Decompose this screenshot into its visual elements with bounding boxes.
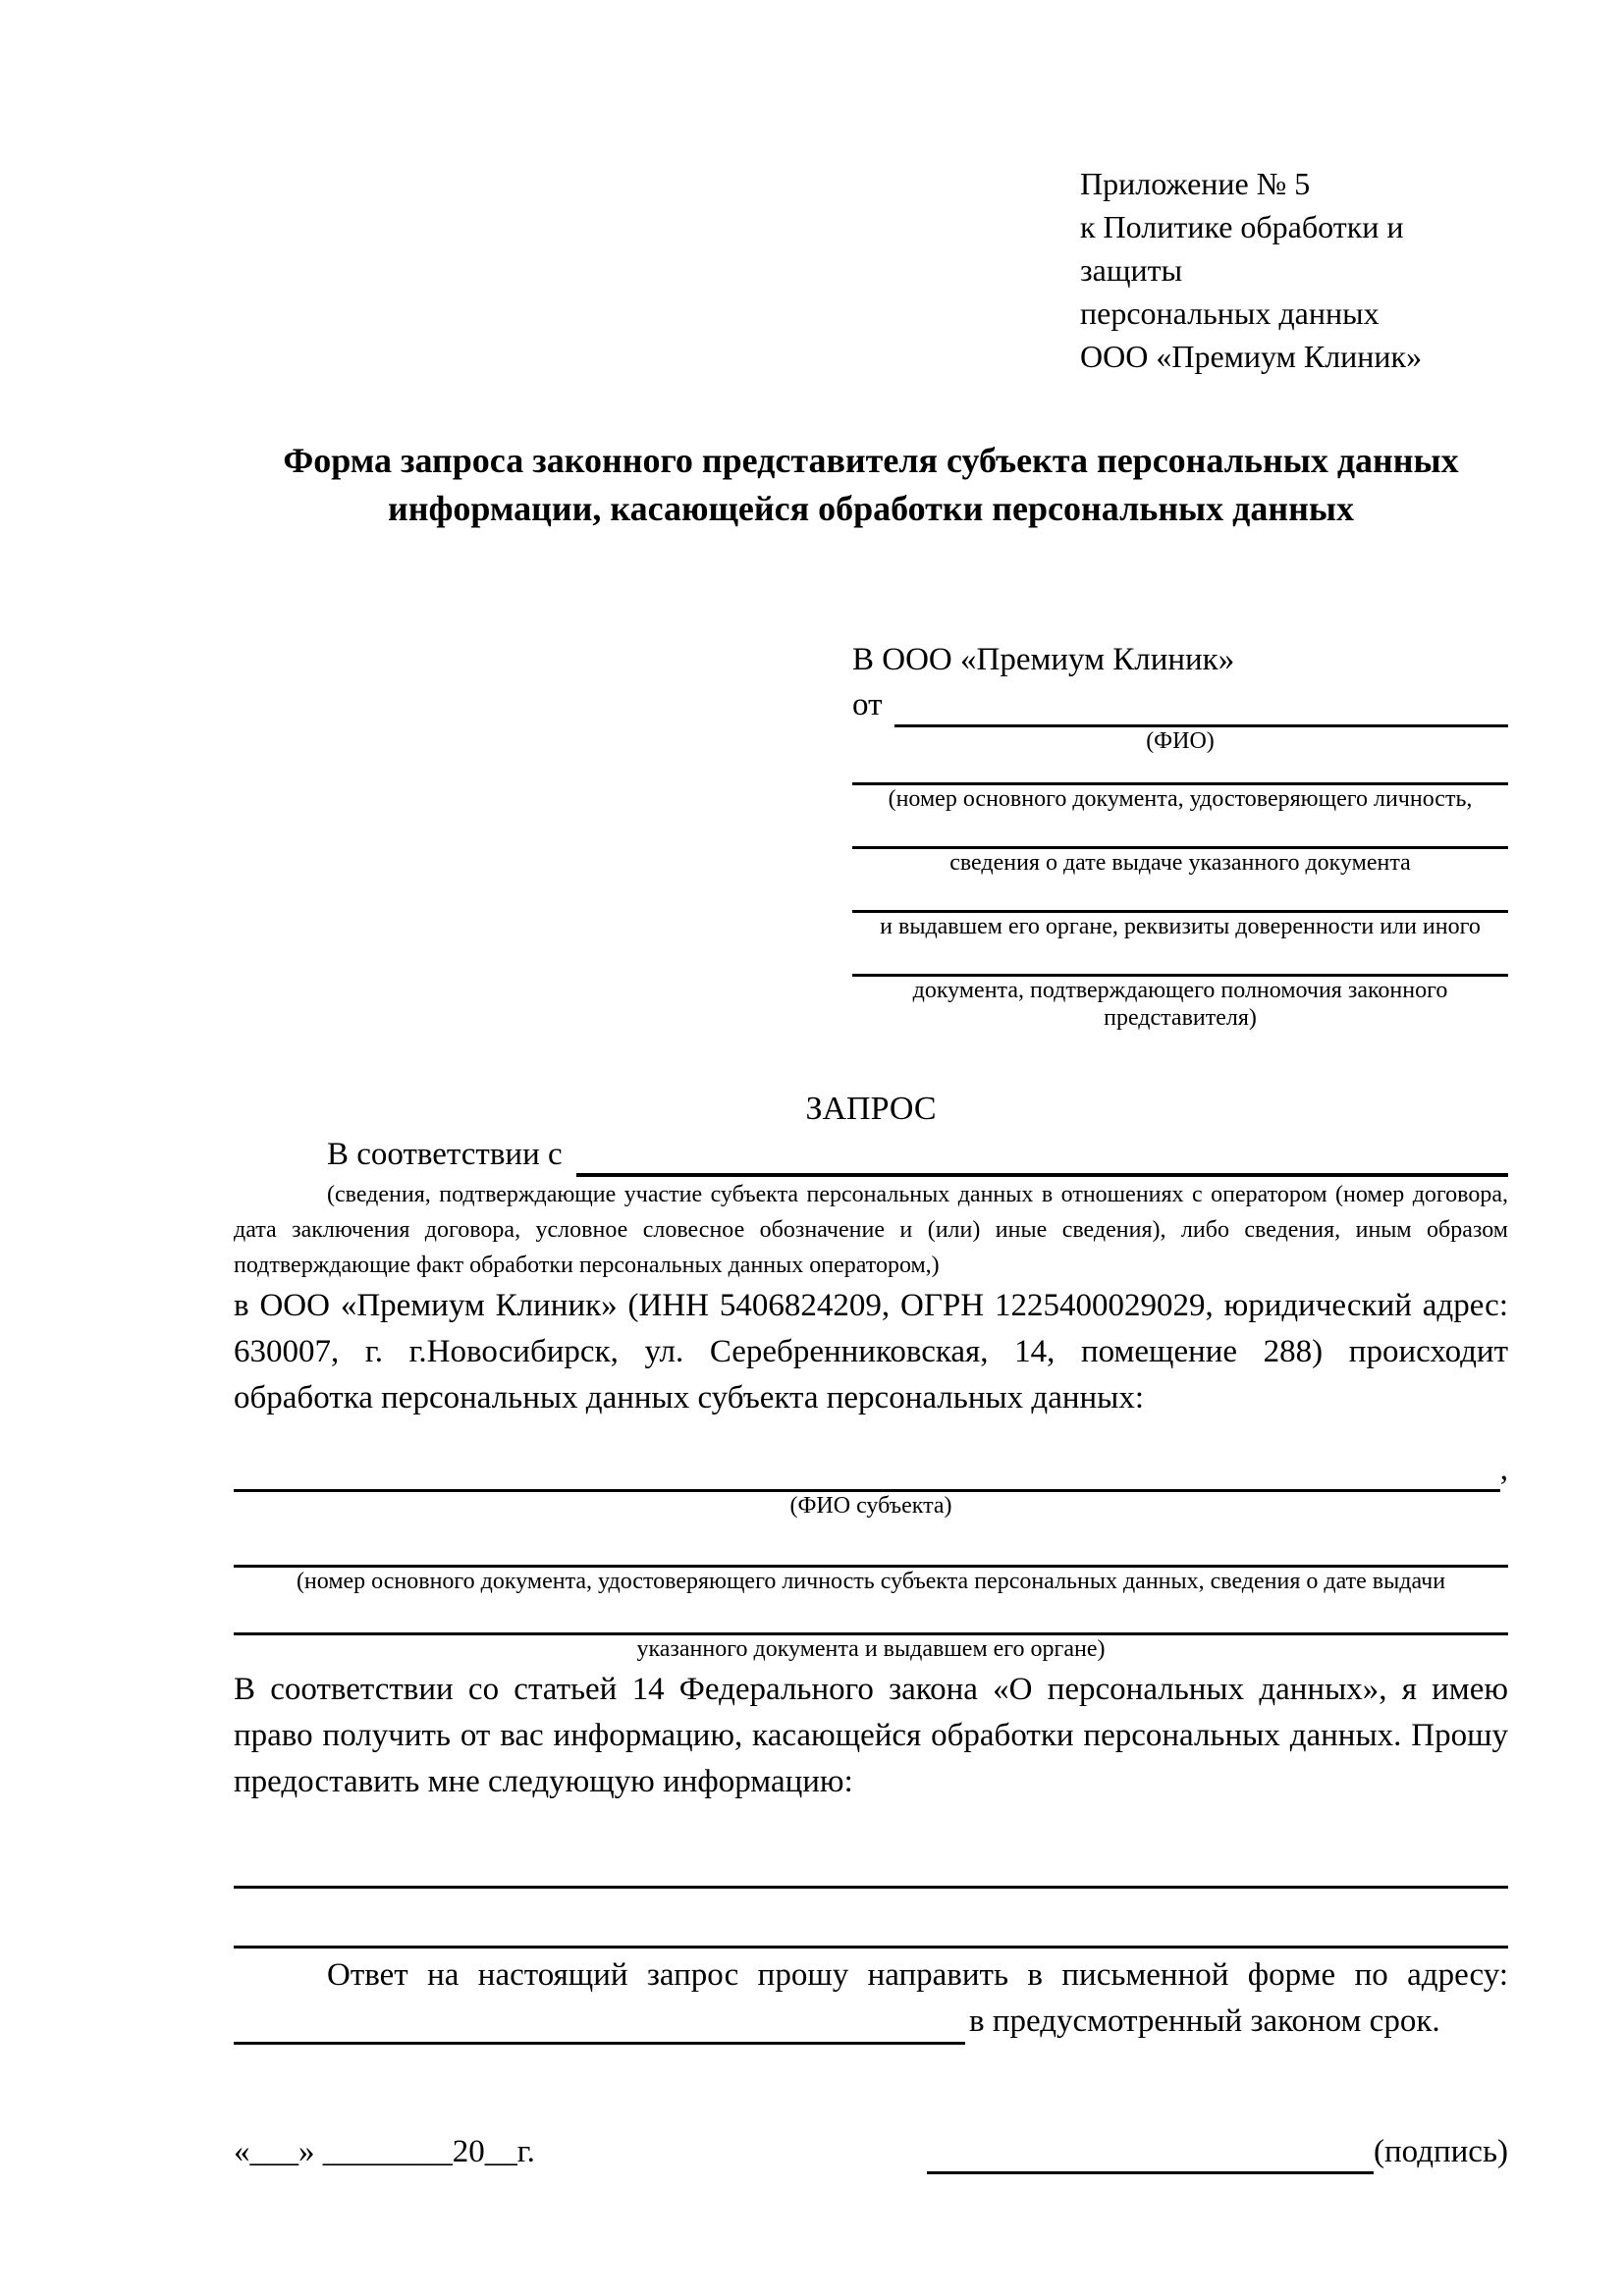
blank-line-caption: (номер основного документа, удостоверяющего личность,	[888, 786, 1473, 812]
form-title	[234, 437, 1508, 533]
reply-paragraph: Ответ на настоящий запрос прошу направить в письменной форме по адресу:	[327, 1957, 1508, 1993]
addressee-organization: В ООО «Премиум Клиник»	[852, 642, 1235, 677]
addressee-block	[852, 637, 1508, 1032]
trailing-comma: ,	[1499, 1452, 1508, 1487]
appendix-line: Приложение № 5	[1080, 166, 1311, 201]
fine-print-note: (сведения, подтверждающие участие субъекта персональных данных в отношениях с оператором (номер договора, дата заключения договора, условное словесное обозначение и (или) иные сведения), либо сведения, иным образом подтверждающие факт обработки персональных данных оператором,)	[234, 1182, 1508, 1278]
operator-paragraph: в ООО «Премиум Клиник» (ИНН 5406824209, ОГРН 1225400029029, юридический адрес: 630007, г. г.Новосибирск, ул. Серебренниковская, 14, помещение 288) происходит обработка персональных данных субъекта персональных данных:	[234, 1288, 1508, 1415]
appendix-line: ООО «Премиум Клиник»	[1080, 339, 1423, 374]
subject-doc-caption: (номер основного документа, удостоверяющего личность субъекта персональных данных, сведения о дате выдачи	[296, 1569, 1446, 1594]
blank-line	[576, 1136, 1508, 1177]
blank-line-caption: сведения о дате выдаче указанного документа	[949, 850, 1411, 876]
subject-doc-caption: указанного документа и выдавшем его органе)	[636, 1636, 1106, 1662]
signature-blank-line	[927, 2134, 1374, 2174]
blank-line-caption: документа, подтверждающего полномочия законного представителя)	[912, 978, 1448, 1031]
fio-caption: (ФИО)	[1146, 728, 1215, 754]
from-row	[852, 682, 1508, 727]
intro-row	[234, 1132, 1508, 1177]
subject-fio-row	[234, 1447, 1508, 1492]
form-title-line: Форма запроса законного представителя субъекта персональных данных	[283, 441, 1459, 480]
law-paragraph: В соответствии со статьей 14 Федерального закона «О персональных данных», я имею право получить от вас информацию, касающейся обработки персональных данных. Прошу предоставить мне следующую информацию:	[234, 1672, 1508, 1799]
date-blank: «___» ________20__г.	[234, 2134, 535, 2169]
reply-tail: в предусмотренный законом срок.	[969, 2003, 1440, 2039]
blank-line	[234, 1904, 1508, 1949]
from-label: от	[852, 687, 883, 722]
blank-line	[234, 1452, 1500, 1492]
blank-line	[234, 1844, 1508, 1889]
form-title-line: информации, касающейся обработки персональных данных	[388, 489, 1354, 528]
reply-address-row	[234, 1999, 1508, 2045]
intro-label: В соответствии с	[327, 1137, 563, 1172]
appendix-note	[1080, 162, 1508, 378]
request-heading: ЗАПРОС	[805, 1091, 937, 1127]
appendix-line: персональных данных	[1080, 295, 1380, 331]
signature-caption: (подпись)	[1374, 2134, 1508, 2169]
signature-row	[234, 2129, 1508, 2174]
from-blank-line	[894, 687, 1509, 727]
appendix-line: к Политике обработки и защиты	[1080, 209, 1404, 288]
signature-right	[927, 2129, 1508, 2174]
blank-line	[234, 2004, 965, 2045]
blank-line-caption: и выдавшем его органе, реквизиты доверенности или иного	[880, 914, 1481, 939]
subject-fio-caption: (ФИО субъекта)	[789, 1493, 952, 1519]
